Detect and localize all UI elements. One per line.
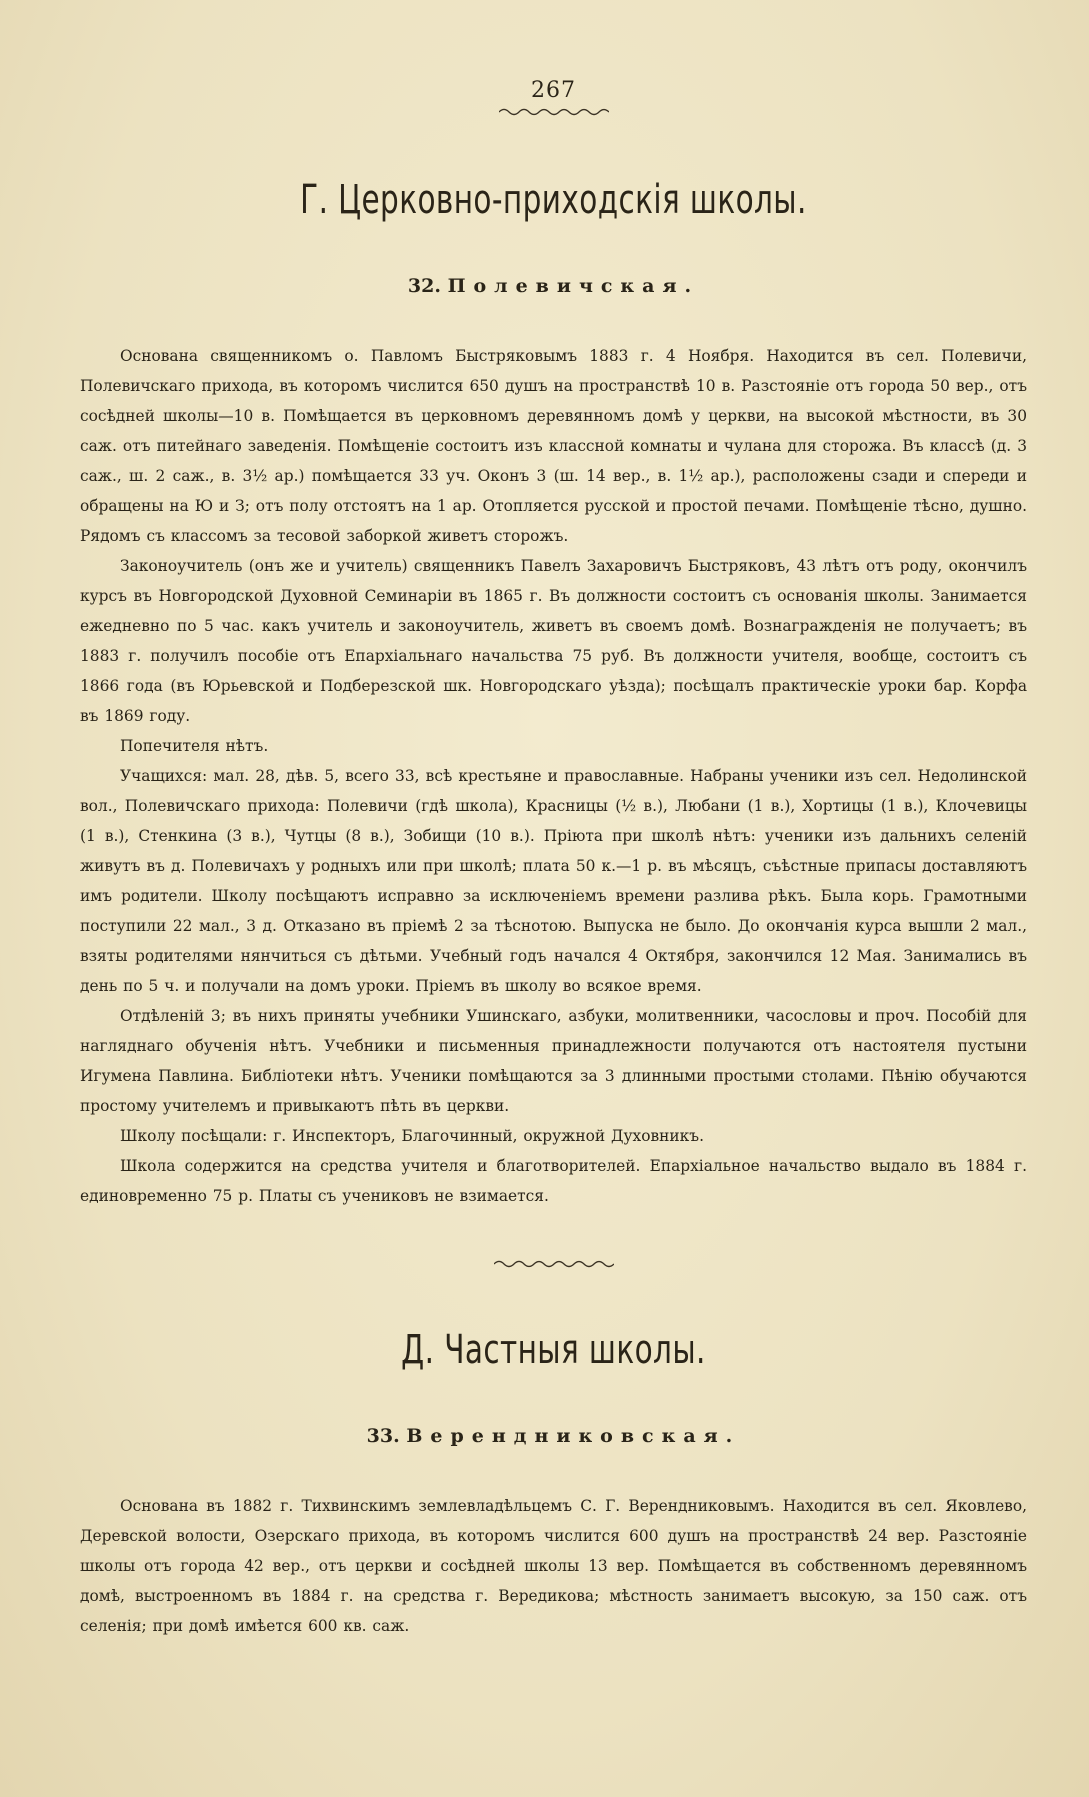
school-number: 33.	[366, 1425, 400, 1447]
school-number: 32.	[407, 275, 441, 297]
section-title-private-schools: Д. Частныя школы.	[401, 1327, 706, 1373]
paragraph: Учащихся: мал. 28, дѣв. 5, всего 33, всѣ крестьяне и православные. Набраны ученики изъ сел. Недолинской вол., Полевичскаго прихода: Полевичи (гдѣ школа), Красницы (½ в.), Любани (1 в.), Хортицы (1 в.), Клочевицы (1 в.), Стенкина (3 в.), Чутцы (8 в.), Зобищи (10 в.). Пріюта при школѣ нѣтъ: ученики изъ дальнихъ селеній живутъ въ д. Полевичахъ у родныхъ или при школѣ; плата 50 к.—1 р. въ мѣсяцъ, съѣстные припасы доставляютъ имъ родители. Школу посѣщаютъ исправно за исключеніемъ времени разлива рѣкъ. Была корь. Грамотными поступили 22 мал., 3 д. Отказано въ пріемѣ 2 за тѣснотою. Выпуска не было. До окончанія курса вышли 2 мал., взяты родителями нянчиться съ дѣтьми. Учебный годъ начался 4 Октября, закончился 12 Мая. Занимались въ день по 5 ч. и получали на домъ уроки. Пріемъ въ школу во всякое время.	[80, 767, 1027, 995]
paragraph: Школа содержится на средства учителя и благотворителей. Епархіальное начальство выдало въ 1884 г. единовременно 75 р. Платы съ учениковъ не взимается.	[80, 1157, 1027, 1205]
paragraph: Основана священникомъ о. Павломъ Быстряковымъ 1883 г. 4 Ноября. Находится въ сел. Полевичи, Полевичскаго прихода, въ которомъ числится 650 душъ на пространствѣ 10 в. Разстояніе отъ города 50 вер., отъ сосѣдней школы—10 в. Помѣщается въ церковномъ деревянномъ домѣ у церкви, на высокой мѣстности, въ 30 саж. отъ питейнаго заведенія. Помѣщеніе состоитъ изъ классной комнаты и чулана для сторожа. Въ классѣ (д. 3 саж., ш. 2 саж., в. 3½ ар.) помѣщается 33 уч. Оконъ 3 (ш. 14 вер., в. 1½ ар.), расположены сзади и спереди и обращены на Ю и З; отъ полу отстоятъ на 1 ар. Отопляется русской и простой печами. Помѣщеніе тѣсно, душно. Рядомъ съ классомъ за тесовой заборкой живетъ сторожъ.	[80, 347, 1027, 545]
section-title-church-schools: Г. Церковно-приходскія школы.	[300, 177, 807, 223]
paragraph: Законоучитель (онъ же и учитель) священникъ Павелъ Захаровичъ Быстряковъ, 43 лѣтъ отъ роду, окончилъ курсъ въ Новгородской Духовной Семинаріи въ 1865 г. Въ должности состоитъ съ основанія школы. Занимается ежедневно по 5 час. какъ учитель и законоучитель, живетъ въ своемъ домѣ. Вознагражденія не получаетъ; въ 1883 г. получилъ пособіе отъ Епархіальнаго начальства 75 руб. Въ должности учителя, вообще, состоитъ съ 1866 года (въ Юрьевской и Подберезской шк. Новгородскаго уѣзда); посѣщалъ практическіе уроки бар. Корфа въ 1869 году.	[80, 557, 1027, 725]
school-heading	[80, 275, 1027, 297]
paragraph: Основана въ 1882 г. Тихвинскимъ землевладѣльцемъ С. Г. Верендниковымъ. Находится въ сел. Яковлево, Деревской волости, Озерскаго прихода, въ которомъ числится 600 душъ на пространствѣ 24 вер. Разстояніе школы отъ города 42 вер., отъ церкви и сосѣдней школы 13 вер. Помѣщается въ собственномъ деревянномъ домѣ, выстроенномъ въ 1884 г. на средства г. Вередикова; мѣстность занимаетъ высокую, за 150 саж. отъ селенія; при домѣ имѣется 600 кв. саж.	[80, 1497, 1027, 1635]
school-name: Полевичская.	[447, 275, 700, 297]
wavy-divider-icon	[494, 1259, 614, 1269]
paragraph: Школу посѣщали: г. Инспекторъ, Благочинный, окружной Духовникъ.	[120, 1127, 704, 1145]
wavy-ornament-icon	[499, 107, 609, 117]
paragraph: Отдѣленій 3; въ нихъ приняты учебники Ушинскаго, азбуки, молитвенники, часословы и проч. Пособій для нагляднаго обученія нѣтъ. Учебники и письменныя принадлежности получаются отъ настоятеля пустыни Игумена Павлина. Библіотеки нѣтъ. Ученики помѣщаются за 3 длинными простыми столами. Пѣнію обучаются простому учителемъ и привыкаютъ пѣть въ церкви.	[80, 1007, 1027, 1115]
school-heading	[80, 1425, 1027, 1447]
school-name: Верендниковская.	[406, 1425, 741, 1447]
paragraph: Попечителя нѣтъ.	[120, 737, 269, 755]
page-number: 267	[531, 78, 576, 103]
